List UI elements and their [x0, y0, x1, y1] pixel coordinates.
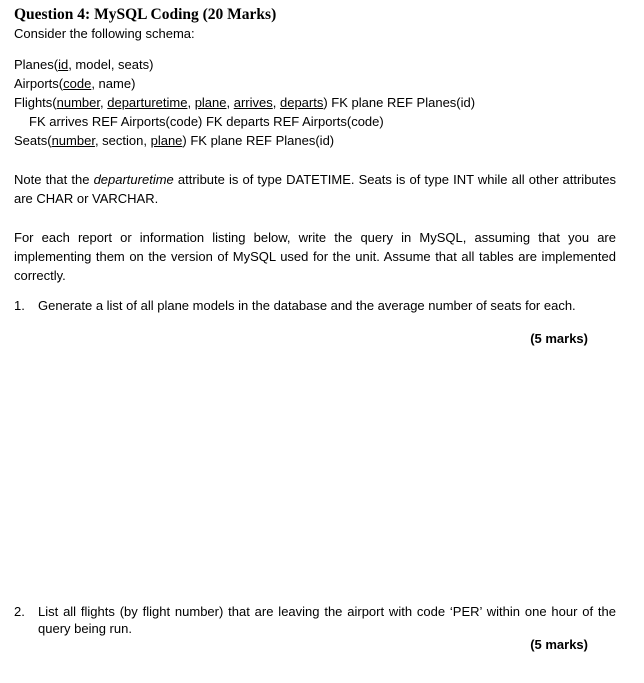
planes-rest: , model, seats): [68, 57, 154, 72]
flights-key-number: number: [56, 95, 100, 110]
airports-name: Airports(: [14, 76, 64, 91]
question-2: [14, 603, 616, 637]
seats-rest: ) FK plane REF Planes(id): [182, 133, 335, 148]
seats-sep-1: , section,: [94, 133, 151, 148]
flights-key-arrives: arrives: [233, 95, 273, 110]
note-pre: Note that the: [14, 172, 94, 187]
schema-flights: [14, 95, 475, 111]
instructions-paragraph: For each report or information listing below, write the query in MySQL, assuming that you are implementing them on the version of MySQL used for the unit. Assume that all tables are implemented correctly.: [14, 230, 616, 283]
airports-rest: , name): [91, 76, 136, 91]
question-1-number: 1.: [14, 298, 25, 313]
seats-name: Seats(: [14, 133, 52, 148]
question-2-text: List all flights (by flight number) that are leaving the airport with code ‘PER’ within one hour of the query being run.: [38, 604, 616, 636]
flights-key-departuretime: departuretime: [107, 95, 188, 110]
flights-sep-2: ,: [187, 95, 195, 110]
question-1-text: Generate a list of all plane models in the database and the average number of seats for each.: [38, 298, 576, 313]
flights-key-plane: plane: [194, 95, 227, 110]
flights-sep-4: ,: [272, 95, 280, 110]
seats-key-number: number: [51, 133, 95, 148]
datatype-note: [14, 170, 616, 208]
schema-intro: Consider the following schema:: [14, 26, 195, 41]
planes-key: id: [58, 57, 69, 72]
flights-sep-3: ,: [226, 95, 234, 110]
airports-key: code: [63, 76, 92, 91]
flights-name: Flights(: [14, 95, 57, 110]
seats-key-plane: plane: [150, 133, 183, 148]
schema-seats: [14, 133, 334, 149]
question-title: Question 4: MySQL Coding (20 Marks): [14, 6, 277, 23]
question-1-marks: (5 marks): [530, 331, 588, 346]
flights-sep-1: ,: [100, 95, 108, 110]
question-2-marks: (5 marks): [530, 637, 588, 652]
schema-flights-fk: FK arrives REF Airports(code) FK departs REF Airports(code): [29, 114, 384, 129]
note-attribute: departuretime: [93, 172, 174, 187]
question-2-number: 2.: [14, 604, 25, 619]
question-1: [14, 297, 616, 314]
note-post: attribute is of type DATETIME. Seats is of type INT while all other attributes are CHAR or VARCHAR.: [14, 172, 616, 206]
flights-rest: ) FK plane REF Planes(id): [323, 95, 476, 110]
schema-airports: [14, 76, 135, 92]
schema-planes: [14, 57, 153, 73]
flights-key-departs: departs: [279, 95, 324, 110]
planes-name: Planes(: [14, 57, 59, 72]
